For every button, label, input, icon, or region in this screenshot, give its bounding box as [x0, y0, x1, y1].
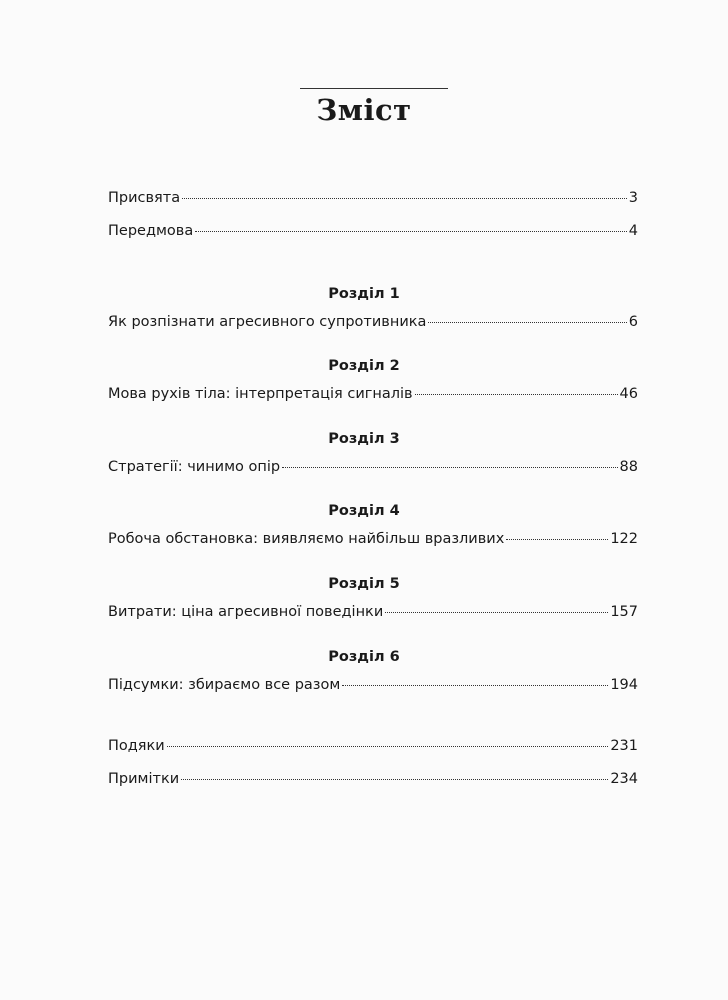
toc-entry-page: 234 [610, 771, 638, 787]
toc-entry-notes [108, 770, 638, 788]
dot-leader [167, 746, 609, 747]
toc-entry-label: Подяки [108, 738, 165, 754]
toc-entry-page: 88 [619, 459, 638, 475]
toc-entry-chapter-3 [108, 458, 638, 476]
page-title: Зміст [316, 93, 412, 127]
toc-entry-label: Витрати: ціна агресивної поведінки [108, 604, 384, 620]
toc-entry-page: 157 [610, 604, 638, 620]
toc-entry-preface [108, 222, 638, 240]
chapter-heading: Розділ 1 [328, 286, 400, 302]
dot-leader [506, 539, 608, 540]
toc-entry-chapter-1 [108, 313, 638, 331]
toc-entry-label: Стратегії: чинимо опір [108, 459, 281, 475]
chapter-heading: Розділ 4 [328, 503, 400, 519]
dot-leader [195, 231, 627, 232]
toc-entry-dedication [108, 189, 638, 207]
toc-entry-chapter-5 [108, 603, 638, 621]
dot-leader [385, 612, 608, 613]
toc-entry-page: 122 [610, 531, 638, 547]
toc-entry-chapter-6 [108, 676, 638, 694]
dot-leader [182, 198, 627, 199]
toc-entry-page: 6 [628, 314, 638, 330]
toc-entry-label: Підсумки: збираємо все разом [108, 677, 341, 693]
toc-entry-label: Мова рухів тіла: інтерпретація сигналів [108, 386, 413, 402]
dot-leader [342, 685, 608, 686]
toc-entry-chapter-2 [108, 385, 638, 403]
chapter-heading: Розділ 2 [328, 358, 400, 374]
chapter-heading: Розділ 3 [328, 431, 400, 447]
toc-entry-label: Передмова [108, 223, 194, 239]
toc-entry-page: 194 [610, 677, 638, 693]
chapter-heading: Розділ 5 [328, 576, 400, 592]
title-rule [300, 88, 448, 89]
toc-entry-page: 231 [610, 738, 638, 754]
toc-entry-label: Робоча обстановка: виявляємо найбільш вразливих [108, 531, 505, 547]
toc-entry-page: 3 [628, 190, 638, 206]
toc-entry-chapter-4 [108, 530, 638, 548]
toc-entry-acknowledgements [108, 737, 638, 755]
chapter-heading: Розділ 6 [328, 649, 400, 665]
toc-entry-page: 4 [628, 223, 638, 239]
dot-leader [282, 467, 617, 468]
dot-leader [428, 322, 626, 323]
toc-entry-label: Як розпізнати агресивного супротивника [108, 314, 427, 330]
toc-entry-label: Присвята [108, 190, 181, 206]
toc-entry-label: Примітки [108, 771, 180, 787]
dot-leader [415, 394, 618, 395]
toc-entry-page: 46 [619, 386, 638, 402]
dot-leader [181, 779, 608, 780]
